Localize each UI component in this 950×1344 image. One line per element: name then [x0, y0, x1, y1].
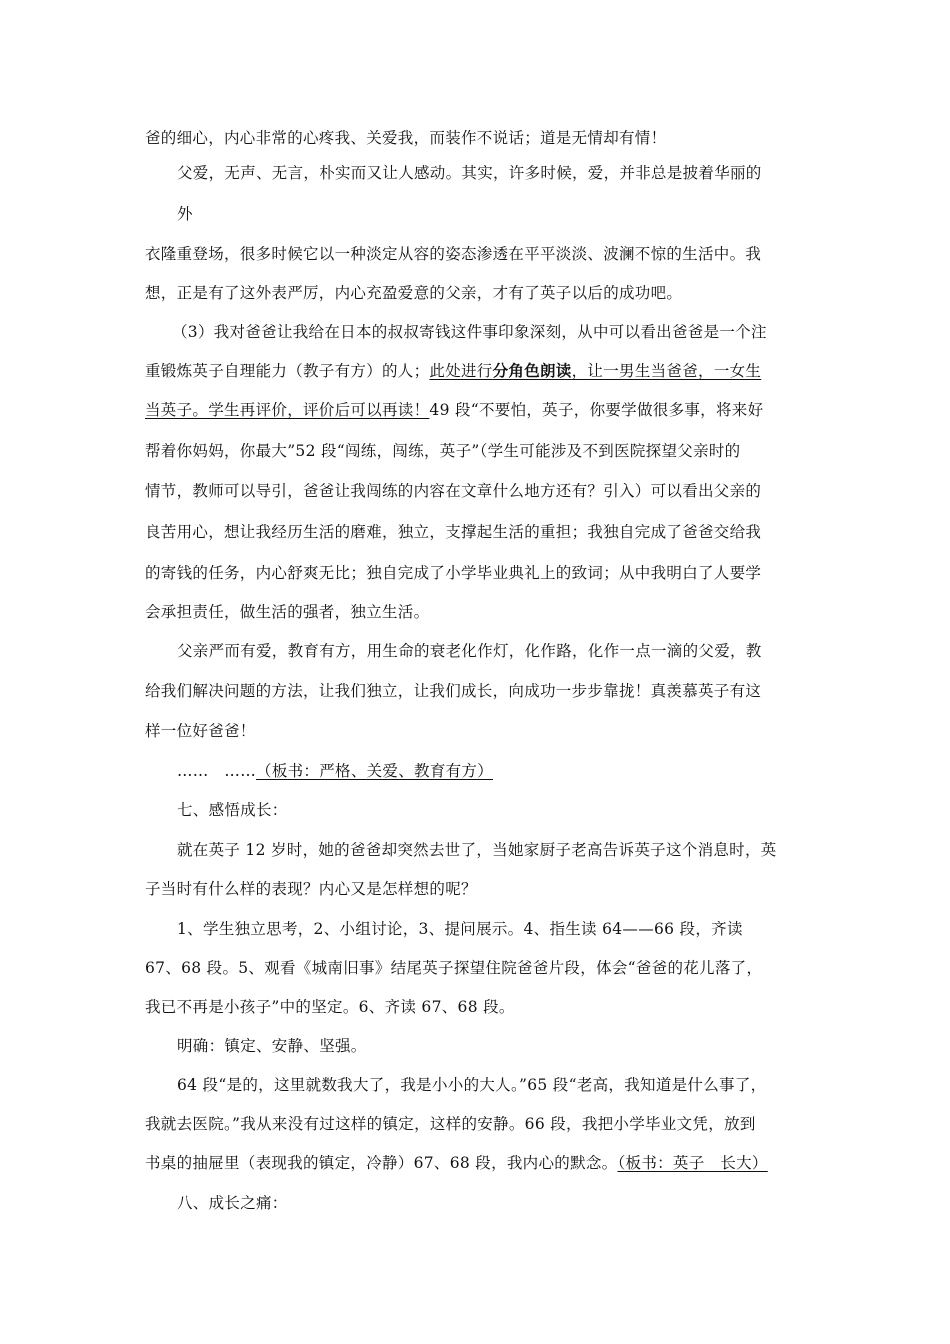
paragraph-line: 外	[177, 205, 193, 223]
paragraph-line: 我就去医院。”我从来没有过这样的镇定，这样的安静。66 段，我把小学毕业文凭，放到	[145, 1115, 756, 1133]
paragraph-line: 样一位好爸爸！	[145, 722, 256, 740]
paragraph-line: 帮着你妈妈，你最大”52 段“闯练，闯练，英子”（学生可能涉及不到医院探望父亲时的	[145, 442, 741, 460]
paragraph-line: 我已不再是小孩子”中的坚定。6、齐读 67、68 段。	[145, 998, 515, 1016]
paragraph-line: 书桌的抽屉里（表现我的镇定，冷静）67、68 段，我内心的默念。（板书：英子 长大）	[145, 1154, 768, 1172]
teaching-note: 此处进行	[429, 362, 493, 380]
teaching-note-bold: 分角色朗读	[492, 361, 572, 380]
teaching-note: 当英子。学生再评价，评价后可以再读！	[145, 401, 430, 419]
paragraph-line: 明确：镇定、安静、坚强。	[177, 1037, 367, 1055]
paragraph-line: （3）我对爸爸让我给在日本的叔叔寄钱这件事印象深刻，从中可以看出爸爸是一个注	[172, 323, 767, 341]
paragraph-line: 父亲严而有爱，教育有方，用生命的衰老化作灯，化作路，化作一点一滴的父爱，教	[177, 642, 762, 660]
blackboard-note: （板书：严格、关爱、教育有方）	[256, 762, 494, 780]
paragraph-line: 子当时有什么样的表现？内心又是怎样想的呢？	[145, 880, 477, 898]
paragraph-line: 爸的细心，内心非常的心疼我、关爱我，而装作不说话；道是无情却有情！	[145, 129, 667, 147]
paragraph-line: 就在英子 12 岁时，她的爸爸却突然去世了，当她家厨子老高告诉英子这个消息时，英	[177, 841, 777, 859]
paragraph-line: 1、学生独立思考，2、小组讨论，3、提问展示。4、指生读 64——66 段，齐读	[177, 920, 743, 938]
paragraph-line: 衣隆重登场，很多时候它以一种淡定从容的姿态渗透在平平淡淡、波澜不惊的生活中。我	[145, 245, 762, 263]
blackboard-note: （板书：英子 长大）	[617, 1154, 768, 1172]
paragraph-line: …… ……（板书：严格、关爱、教育有方）	[177, 762, 494, 780]
paragraph-line: 当英子。学生再评价，评价后可以再读！49 段“不要怕，英子，你要学做很多事，将来好	[145, 401, 764, 419]
section-heading: 八、成长之痛：	[177, 1194, 288, 1212]
paragraph-line: 情节，教师可以导引，爸爸让我闯练的内容在文章什么地方还有？引入）可以看出父亲的	[145, 482, 762, 500]
paragraph-line: 67、68 段。5、观看《城南旧事》结尾英子探望住院爸爸片段，体会“爸爸的花儿落了，	[145, 959, 763, 977]
paragraph-line: 的寄钱的任务，内心舒爽无比；独自完成了小学毕业典礼上的致词；从中我明白了人要学	[145, 564, 762, 582]
teaching-note: ，让一男生当爸爸，一女生	[571, 362, 762, 380]
paragraph-line: 给我们解决问题的方法，让我们独立，让我们成长，向成功一步步靠拢！真羡慕英子有这	[145, 682, 762, 700]
paragraph-line: 良苦用心，想让我经历生活的磨难，独立，支撑起生活的重担；我独自完成了爸爸交给我	[145, 523, 762, 541]
paragraph-line: 64 段“是的，这里就数我大了，我是小小的大人。”65 段“老高，我知道是什么事了，	[177, 1076, 767, 1094]
paragraph-line: 父爱，无声、无言，朴实而又让人感动。其实，许多时候，爱，并非总是披着华丽的	[177, 164, 762, 182]
paragraph-line: 想，正是有了这外表严厉，内心充盈爱意的父亲，才有了英子以后的成功吧。	[145, 284, 683, 302]
section-heading: 七、感悟成长：	[177, 801, 288, 819]
paragraph-line: 重锻炼英子自理能力（教子有方）的人；此处进行分角色朗读，让一男生当爸爸，一女生	[145, 361, 762, 380]
paragraph-line: 会承担责任，做生活的强者，独立生活。	[145, 603, 430, 621]
